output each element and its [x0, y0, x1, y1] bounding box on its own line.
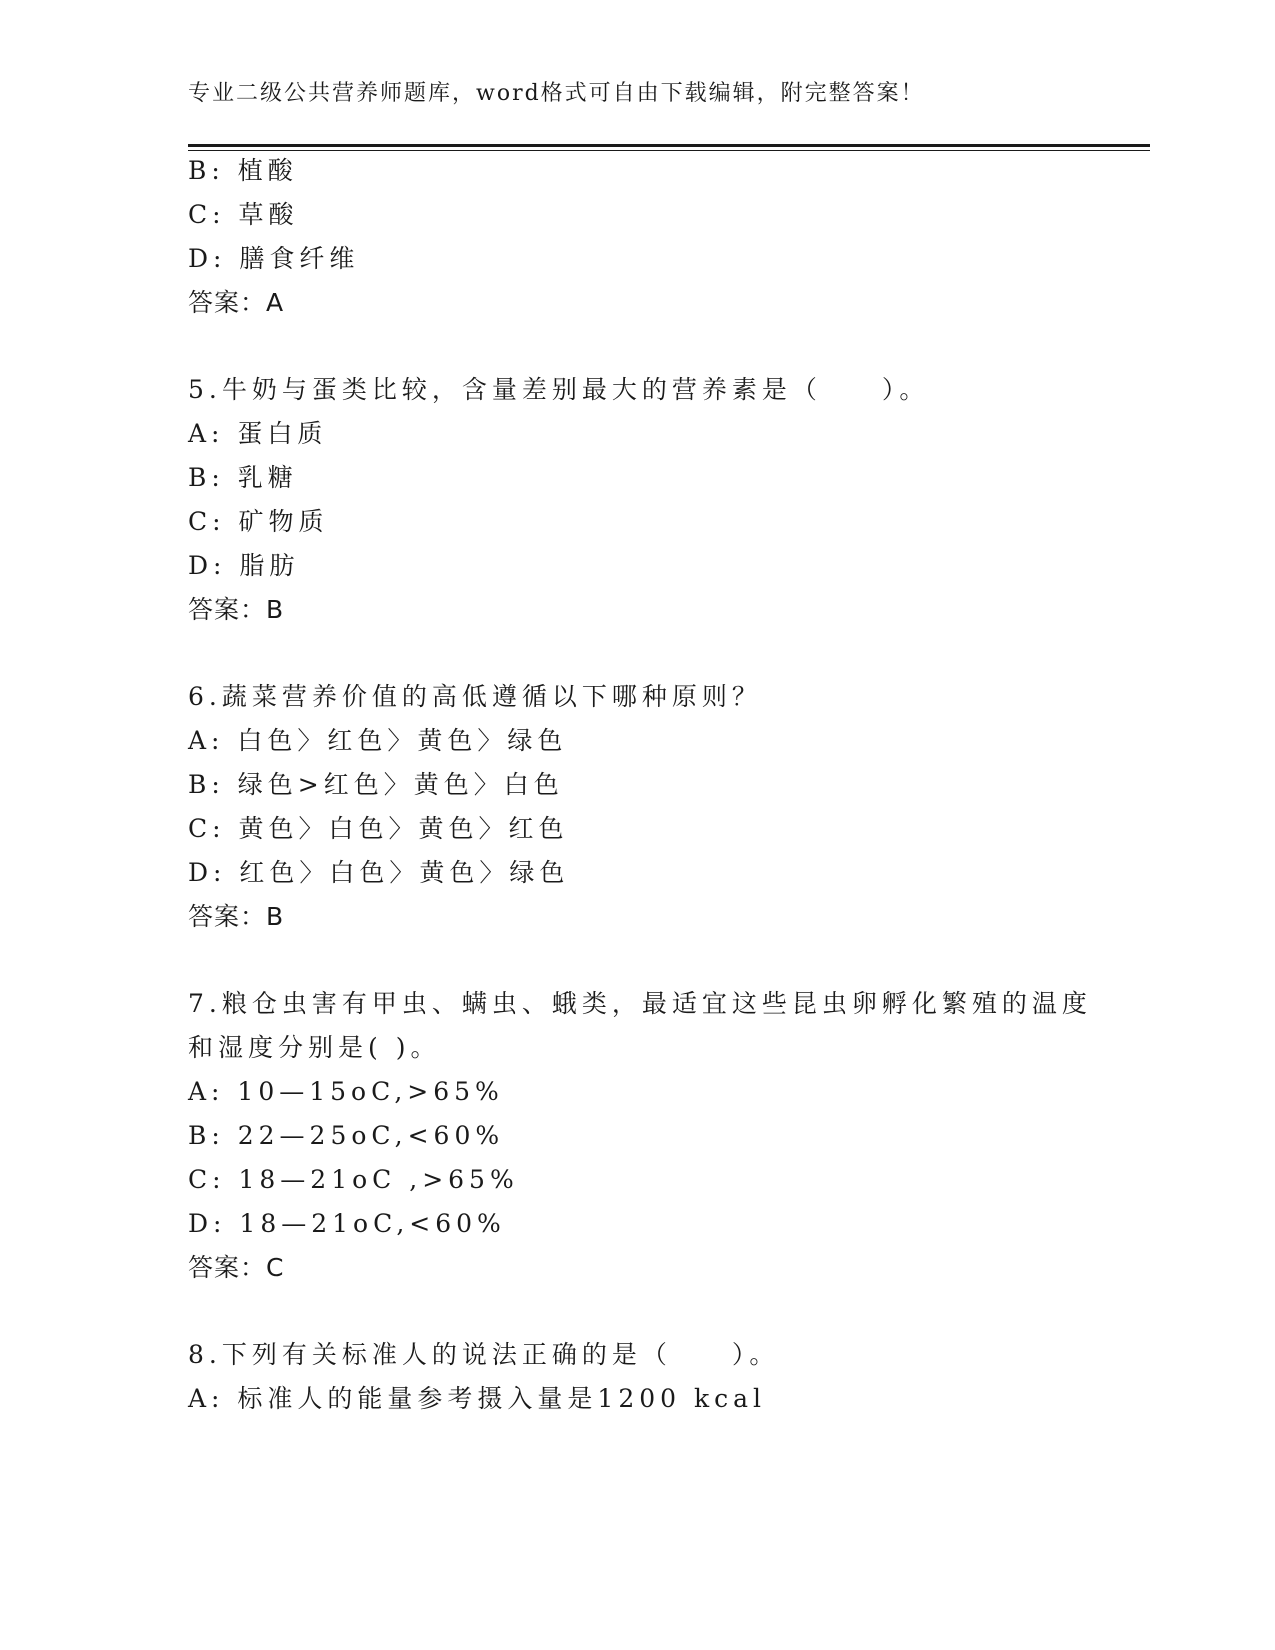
q7-answer: 答案：C	[188, 1253, 285, 1282]
q7-option-b: B: 22—25oC,<60%	[188, 1121, 505, 1150]
q7-option-d: D: 18—21oC,<60%	[188, 1209, 506, 1238]
q4-option-c: C: 草酸	[188, 200, 299, 229]
q6-option-b: B: 绿色>红色〉黄色〉白色	[188, 770, 564, 799]
q7-question-line1: 7.粮仓虫害有甲虫、螨虫、蛾类，最适宜这些昆虫卵孵化繁殖的温度	[188, 989, 1092, 1018]
q6-option-a: A: 白色〉红色〉黄色〉绿色	[188, 726, 568, 755]
q6-option-d: D: 红色〉白色〉黄色〉绿色	[188, 858, 570, 887]
header-rule-thick	[188, 144, 1150, 147]
q5-option-b: B: 乳糖	[188, 463, 298, 492]
q5-answer: 答案：B	[188, 595, 285, 624]
q8-question: 8.下列有关标准人的说法正确的是（ ）。	[188, 1340, 780, 1369]
q7-option-a: A: 10—15oC,>65%	[188, 1077, 504, 1106]
document-header: 专业二级公共营养师题库，word格式可自由下载编辑，附完整答案！	[188, 81, 925, 106]
header-rule-thin	[188, 150, 1150, 151]
q6-answer: 答案：B	[188, 902, 285, 931]
q4-option-d: D: 膳食纤维	[188, 244, 360, 273]
q5-option-a: A: 蛋白质	[188, 419, 328, 448]
q8-option-a: A: 标准人的能量参考摄入量是1200 kcal	[188, 1384, 767, 1413]
q6-question: 6.蔬菜营养价值的高低遵循以下哪种原则？	[188, 682, 762, 711]
q5-option-c: C: 矿物质	[188, 507, 329, 536]
q4-option-b: B: 植酸	[188, 156, 298, 185]
q4-answer: 答案：A	[188, 288, 285, 317]
q7-option-c: C: 18—21oC ,>65%	[188, 1165, 519, 1194]
q7-question-line2: 和湿度分别是( )。	[188, 1033, 441, 1062]
q5-option-d: D: 脂肪	[188, 551, 300, 580]
q6-option-c: C: 黄色〉白色〉黄色〉红色	[188, 814, 569, 843]
q5-question: 5.牛奶与蛋类比较，含量差别最大的营养素是（ ）。	[188, 375, 930, 404]
